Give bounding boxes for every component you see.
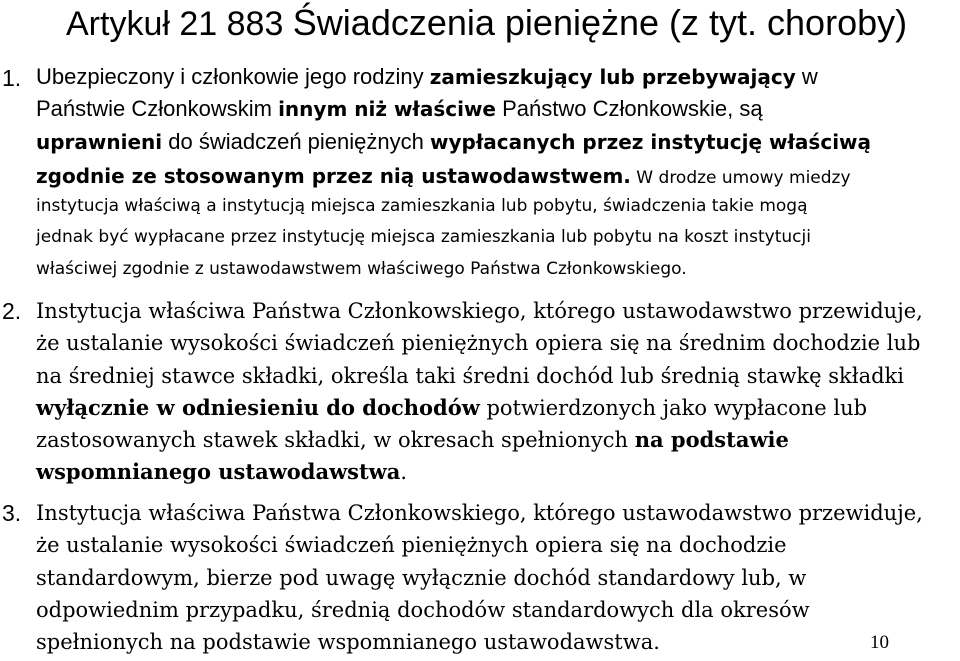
text: instytucja właściwą a instytucją miejsca zamieszkania lub pobytu, świadczenia takie mogą [36,196,808,216]
text-line [36,94,763,124]
text: Instytucja właściwa Państwa Członkowskiego, którego ustawodawstwo przewiduje, [36,501,923,525]
bold-text: zamieszkujący lub przebywający [429,65,796,89]
text-line [36,562,806,594]
text: właściwej zgodnie z ustawodawstwem właściwego Państwa Członkowskiego. [36,259,687,279]
text-line [36,497,923,529]
title-prefix: Artykuł 21 883 [66,5,293,43]
text-line [36,62,818,92]
text-line [36,255,687,283]
bold-text: wypłacanych przez instytucję właściwą [429,130,872,154]
text: że ustalanie wysokości świadczeń pieniężnych opiera się na dochodzie [36,533,787,557]
text: W drodze umowy miedzy [630,168,851,188]
text-line [36,223,811,251]
text: Państwo Członkowskie, są [496,96,763,121]
text: standardowym, bierze pod uwagę wyłącznie dochód standardowy lub, w [36,566,807,590]
text-line [36,392,867,424]
bold-text: na podstawie [634,427,789,452]
text-line [36,529,787,561]
text: . [400,460,408,484]
text: Ubezpieczony i członkowie jego rodziny [36,64,430,89]
title-main: Świadczenia pieniężne (z tyt. choroby) [292,2,908,43]
text: że ustalanie wysokości świadczeń pieniężnych opiera się na średnim dochodzie lub [36,331,921,355]
text: jednak być wypłacane przez instytucję miejsca zamieszkania lub pobytu na koszt instytucji [36,227,811,247]
text: w [795,64,818,89]
text: odpowiednim przypadku, średnią dochodów standardowych dla okresów [36,598,810,622]
bold-text: innym niż właściwe [278,97,496,121]
text-line [36,626,660,658]
page-title [66,2,907,45]
text: Instytucja właściwa Państwa Członkowskiego, którego ustawodawstwo przewiduje, [36,299,923,323]
bold-text: wspomnianego ustawodawstwa [36,459,401,484]
text-line [36,594,810,626]
page-number: 10 [870,632,889,653]
text-line [36,192,808,220]
item-number: 3. [2,500,22,526]
text-line [36,161,851,192]
bold-text: wyłącznie w odniesieniu do dochodów [36,395,480,420]
text-line [36,456,407,488]
text: spełnionych na podstawie wspomnianego ustawodawstwa. [36,630,660,654]
text: na średniej stawce składki, określa taki średni dochód lub średnią stawkę składki [36,364,904,388]
text: do świadczeń pieniężnych [162,129,430,154]
bold-text: uprawnieni [36,130,163,154]
text-line [36,127,871,157]
text-line [36,295,923,327]
item-number: 2. [2,298,22,324]
text: Państwie Członkowskim [36,96,279,121]
text: zastosowanych stawek składki, w okresach spełnionych [36,428,635,452]
bold-text: zgodnie ze stosowanym przez nią ustawodawstwem. [36,164,631,188]
text: potwierdzonych jako wypłacone lub [479,396,868,420]
text-line [36,424,789,456]
text-line [36,327,920,359]
item-number: 1. [2,65,22,91]
text-line [36,360,904,392]
